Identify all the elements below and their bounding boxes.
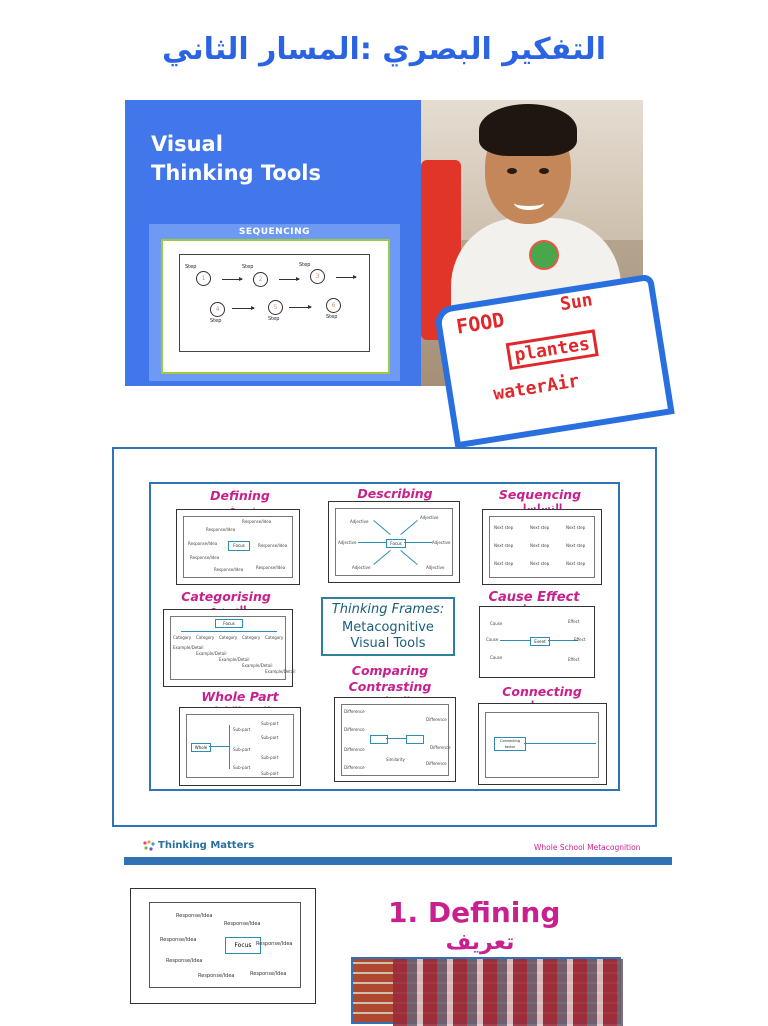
footer-bar bbox=[124, 857, 672, 865]
mini-label: Difference bbox=[344, 709, 365, 714]
step-circle: 4 bbox=[210, 302, 225, 317]
mini-label: Difference bbox=[430, 745, 451, 750]
sequencing-card-inner bbox=[161, 239, 390, 374]
defining-mini-diagram bbox=[176, 509, 300, 585]
mini-label: Example/Detail bbox=[196, 651, 227, 656]
defining-example-inner bbox=[149, 902, 301, 988]
step-label: Step bbox=[268, 316, 280, 322]
mini-label: Category bbox=[173, 635, 192, 640]
connector-line bbox=[404, 542, 432, 543]
mini-label: Cause bbox=[490, 621, 503, 626]
mini-label: Cause bbox=[486, 637, 499, 642]
board-word: plantes bbox=[506, 329, 599, 370]
focus-box: Focus bbox=[225, 937, 261, 954]
banner-heading bbox=[151, 130, 381, 188]
arrow bbox=[222, 279, 242, 280]
frame-title-categorising: Categorising bbox=[181, 589, 271, 604]
describing-mini-diagram bbox=[328, 501, 460, 583]
connector-line bbox=[373, 550, 390, 565]
center-title: Thinking Frames: bbox=[331, 602, 445, 617]
connector-line bbox=[209, 746, 229, 747]
whole-part-mini-diagram bbox=[179, 707, 301, 786]
mini-label: Sub-part bbox=[233, 747, 251, 752]
connecting-mini-diagram bbox=[478, 703, 607, 785]
whole-part-mini-inner bbox=[186, 714, 294, 778]
mini-label: Difference bbox=[426, 717, 447, 722]
arrow bbox=[289, 307, 311, 308]
mini-label: Adjective bbox=[432, 540, 451, 545]
sequencing-card-title: SEQUENCING bbox=[238, 227, 311, 237]
defining-mini-inner bbox=[183, 516, 293, 578]
connector-line bbox=[500, 640, 530, 641]
mini-label: Difference bbox=[426, 761, 447, 766]
sequencing-card bbox=[149, 224, 400, 381]
footer-tagline: Whole School Metacognition bbox=[534, 843, 641, 852]
page-title: التفكير البصري :المسار الثاني bbox=[162, 32, 606, 67]
connecting-factor-box: Connecting factor bbox=[494, 737, 526, 751]
mini-label: Next step bbox=[494, 561, 514, 566]
thinking-matters-logo-text: Thinking Matters bbox=[158, 840, 255, 851]
mini-label: Adjective bbox=[426, 565, 445, 570]
response-label: Response/Idea bbox=[250, 971, 287, 977]
frame-title-whole-part: Whole Part bbox=[201, 689, 279, 704]
mini-label: Effect bbox=[574, 637, 586, 642]
response-label: Response/Idea bbox=[176, 913, 213, 919]
mini-label: Example/Detail bbox=[265, 669, 296, 674]
step-label: Step bbox=[299, 262, 311, 268]
mini-label: Category bbox=[242, 635, 261, 640]
describing-mini-inner bbox=[335, 508, 453, 576]
thinking-frames-center-box bbox=[321, 597, 455, 656]
mini-label: Adjective bbox=[420, 515, 439, 520]
mini-label: Response/Idea bbox=[214, 567, 244, 572]
mini-label: Example/Detail bbox=[242, 663, 273, 668]
sequencing-mini-inner bbox=[489, 516, 595, 578]
connector-line bbox=[400, 520, 417, 535]
mini-label: Sub-part bbox=[261, 755, 279, 760]
mini-label: Sub-part bbox=[261, 771, 279, 776]
mini-label: Next step bbox=[566, 561, 586, 566]
frame-title-defining: Defining bbox=[210, 488, 270, 503]
connector-line bbox=[386, 738, 406, 739]
mini-label: Response/Idea bbox=[256, 565, 286, 570]
focus-box: Focus bbox=[386, 539, 406, 548]
mini-label: Difference bbox=[344, 765, 365, 770]
event-box: Event bbox=[530, 637, 550, 646]
mini-label: Next step bbox=[494, 525, 514, 530]
mini-label: Sub-part bbox=[233, 727, 251, 732]
mini-label: Similarity bbox=[386, 757, 405, 762]
connector-line bbox=[524, 743, 596, 744]
mini-label: Adjective bbox=[350, 519, 369, 524]
mini-label: Next step bbox=[530, 561, 550, 566]
mini-label: Category bbox=[265, 635, 284, 640]
board-word: waterAir bbox=[491, 370, 581, 405]
mini-label: Adjective bbox=[352, 565, 371, 570]
connector-line bbox=[358, 542, 386, 543]
mini-label: Next step bbox=[566, 543, 586, 548]
focus-box: Focus bbox=[228, 541, 250, 551]
arrow bbox=[336, 277, 356, 278]
whole-box: Whole bbox=[191, 743, 211, 752]
mini-label: Response/Idea bbox=[258, 543, 288, 548]
item-box bbox=[370, 735, 388, 744]
connector-line bbox=[229, 725, 230, 769]
school-badge-icon bbox=[529, 240, 559, 270]
frame-title-connecting: Connecting bbox=[502, 684, 582, 699]
center-line3: Visual Tools bbox=[350, 636, 426, 651]
mini-label: Next step bbox=[566, 525, 586, 530]
frame-title-cause-effect: Cause Effect bbox=[488, 590, 580, 605]
board-word: Sun bbox=[558, 289, 595, 316]
item-box bbox=[406, 735, 424, 744]
center-line2: Metacognitive bbox=[342, 620, 434, 635]
compare-contrast-mini-inner bbox=[341, 704, 449, 776]
smile bbox=[514, 196, 544, 210]
eye bbox=[507, 168, 517, 174]
frame-title-sequencing: Sequencing bbox=[498, 487, 582, 502]
mini-label: Response/Idea bbox=[190, 555, 220, 560]
mini-label: Difference bbox=[344, 727, 365, 732]
step-label: Step bbox=[242, 264, 254, 270]
arrow bbox=[232, 308, 254, 309]
mini-label: Response/Idea bbox=[206, 527, 236, 532]
mini-label: Effect bbox=[568, 619, 580, 624]
frame-title-describing: Describing bbox=[357, 486, 433, 501]
frame-title-contrasting: Contrasting bbox=[348, 679, 432, 694]
mini-label: Sub-part bbox=[233, 765, 251, 770]
eye bbox=[539, 168, 549, 174]
defining-photo bbox=[351, 957, 621, 1024]
frame-title-comparing: Comparing bbox=[351, 663, 429, 678]
response-label: Response/Idea bbox=[198, 973, 235, 979]
categorising-mini-diagram bbox=[163, 609, 296, 687]
mini-label: Response/Idea bbox=[242, 519, 272, 524]
compare-contrast-mini-diagram bbox=[334, 697, 456, 782]
focus-box: Focus bbox=[215, 619, 243, 628]
step-circle: 1 bbox=[196, 271, 211, 286]
response-label: Response/Idea bbox=[256, 941, 293, 947]
mini-label: Response/Idea bbox=[188, 541, 218, 546]
connector-line bbox=[400, 550, 417, 565]
mini-label: Difference bbox=[344, 747, 365, 752]
step-circle: 6 bbox=[326, 298, 341, 313]
step-label: Step bbox=[326, 314, 338, 320]
mini-label: Next step bbox=[494, 543, 514, 548]
defining-arabic: تعريف bbox=[445, 930, 515, 955]
step-circle: 2 bbox=[253, 272, 268, 287]
step-label: Step bbox=[210, 318, 222, 324]
step-circle: 5 bbox=[268, 300, 283, 315]
sequencing-diagram bbox=[179, 254, 370, 352]
mini-label: Adjective bbox=[338, 540, 357, 545]
mini-label: Category bbox=[196, 635, 215, 640]
mini-label: Example/Detail bbox=[219, 657, 250, 662]
step-label: Step bbox=[185, 264, 197, 270]
arrow bbox=[279, 279, 299, 280]
mini-label: Example/Detail bbox=[173, 645, 204, 650]
sequencing-mini-diagram bbox=[482, 509, 602, 585]
plaid-jacket bbox=[393, 959, 623, 1026]
mini-label: Category bbox=[219, 635, 238, 640]
categorising-mini-inner bbox=[170, 616, 296, 680]
response-label: Response/Idea bbox=[160, 937, 197, 943]
connector-line bbox=[181, 631, 277, 632]
response-label: Response/Idea bbox=[166, 958, 203, 964]
mini-label: Cause bbox=[490, 655, 503, 660]
banner-heading-line2: Thinking Tools bbox=[151, 161, 321, 185]
connector-line bbox=[373, 520, 390, 535]
defining-example-card bbox=[130, 888, 316, 1004]
defining-heading: 1. Defining bbox=[388, 896, 561, 929]
mini-label: Next step bbox=[530, 525, 550, 530]
child-hair bbox=[479, 104, 577, 156]
banner-heading-line1: Visual bbox=[151, 132, 223, 156]
connecting-mini-inner bbox=[485, 712, 599, 778]
cause-effect-mini-diagram bbox=[479, 606, 595, 678]
response-label: Response/Idea bbox=[224, 921, 261, 927]
board-word: FOOD bbox=[454, 307, 506, 339]
child-photo bbox=[421, 100, 643, 405]
mini-label: Effect bbox=[568, 657, 580, 662]
mini-label: Next step bbox=[530, 543, 550, 548]
mini-label: Sub-part bbox=[261, 735, 279, 740]
mini-label: Sub-part bbox=[261, 721, 279, 726]
step-circle: 3 bbox=[310, 269, 325, 284]
thinking-matters-logo-icon bbox=[142, 840, 156, 852]
